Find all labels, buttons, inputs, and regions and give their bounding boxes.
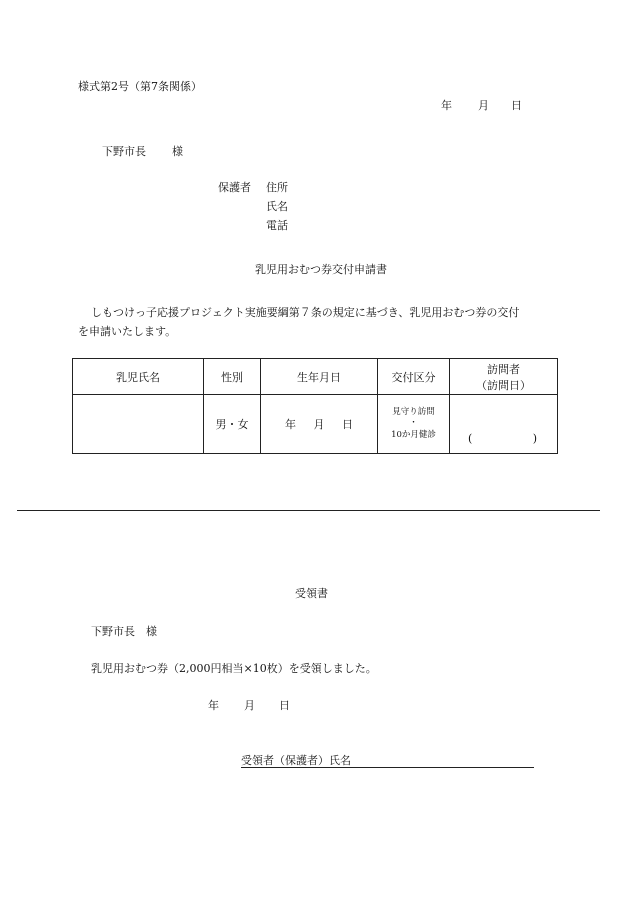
address-label: 住所 [266,181,288,194]
header-category: 交付区分 [378,359,450,395]
form-title: 乳児用おむつ券交付申請書 [255,263,387,276]
header-birthdate: 生年月日 [261,359,378,395]
birth-day: 日 [342,418,353,431]
header-infant-name: 乳児氏名 [73,359,204,395]
header-visitor [450,359,558,395]
header-visitor-line2: （訪問日） [476,378,531,392]
visit-close-paren: ) [532,432,537,445]
birthdate-cell[interactable] [261,395,378,454]
receipt-date-month: 月 [244,699,255,712]
category-line2: ・ [409,418,418,429]
date-day: 日 [511,99,522,112]
body-line-1: しもつけっ子応援プロジェクト実施要綱第７条の規定に基づき、乳児用おむつ券の交付 [91,306,520,319]
date-month: 月 [478,99,489,112]
name-label: 氏名 [266,200,288,213]
body-line-2: を申請いたします。 [78,325,177,338]
receipt-title: 受領書 [295,587,328,600]
birth-month: 月 [313,418,325,431]
receipt-addressee: 下野市長 様 [91,625,157,638]
guardian-label: 保護者 [218,181,251,194]
visit-open-paren: ( [468,432,473,445]
addressee: 下野市長 [102,145,146,158]
birth-year: 年 [285,418,296,431]
header-visitor-line1: 訪問者 [487,362,520,376]
receipt-body: 乳児用おむつ券（2,000円相当×10枚）を受領しました。 [91,662,377,675]
cut-line-divider [17,510,600,511]
table-header-row [73,359,558,395]
visitor-cell[interactable] [450,395,558,454]
application-table [72,358,558,454]
date-year: 年 [441,99,452,112]
form-number: 様式第2号（第7条関係） [78,80,202,93]
header-gender: 性別 [204,359,261,395]
signature-line[interactable] [241,767,534,768]
infant-name-cell[interactable] [73,395,204,454]
category-cell[interactable] [378,395,450,454]
category-line1: 見守り訪問 [392,406,435,417]
phone-label: 電話 [266,219,288,232]
gender-cell[interactable]: 男・女 [204,395,261,454]
addressee-sama: 様 [172,145,183,158]
category-line3: 10か月健診 [391,429,436,440]
receipt-date-day: 日 [279,699,290,712]
signature-label: 受領者（保護者）氏名 [241,754,351,767]
receipt-date-year: 年 [208,699,219,712]
table-row [73,395,558,454]
